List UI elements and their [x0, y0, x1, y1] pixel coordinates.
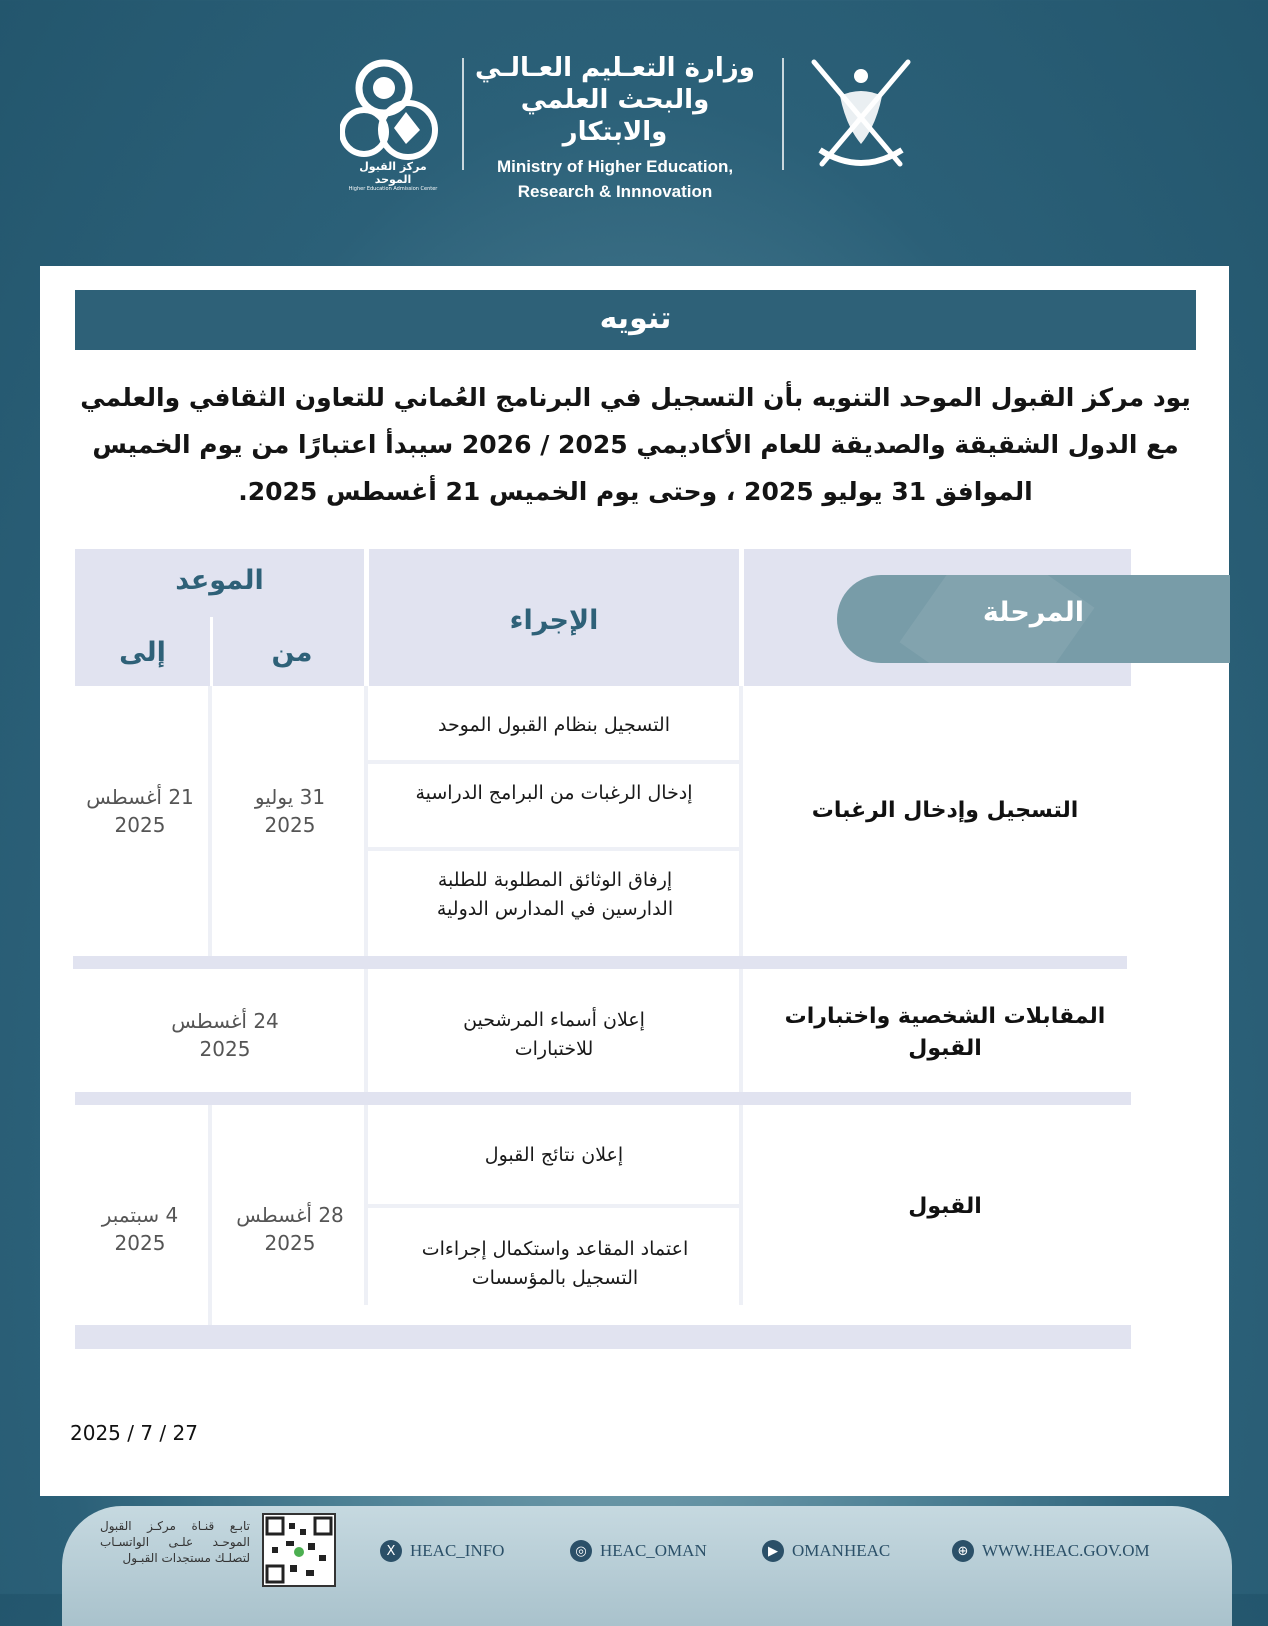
ministry-name-ar-2: والبحث العلمي والابتكار: [520, 85, 710, 147]
table-footer-band: [75, 1325, 1131, 1349]
date-to-day: 21 أغسطس: [86, 785, 194, 809]
date-admission-to-day: 4 سبتمبر: [101, 1203, 179, 1227]
social-youtube-handle: OMANHEAC: [792, 1541, 891, 1560]
ministry-name: [470, 52, 760, 204]
stage-header-pill: [837, 575, 1230, 663]
whatsapp-follow-text: تابـع قنـاة مركـز القبول الموحـد علـى الواتسـاب لتصلـك مستجدات القبـول: [100, 1519, 250, 1565]
admission-center-caption: مركز القبول الموحد Higher Education Admission Center: [348, 160, 438, 192]
grid-line: [739, 1105, 743, 1305]
from-header: من: [271, 637, 313, 668]
oman-emblem-icon: [800, 56, 922, 174]
social-website-handle: WWW.HEAC.GOV.OM: [982, 1541, 1150, 1560]
stage-header: المرحلة: [982, 597, 1085, 628]
date-from-day: 31 يوليو: [254, 785, 326, 809]
social-instagram-handle: HEAC_OMAN: [600, 1541, 707, 1560]
header-divider: [462, 58, 464, 170]
deadline-header: الموعد: [175, 565, 264, 596]
globe-icon: ⊕: [952, 1540, 974, 1562]
youtube-icon: ▶: [762, 1540, 784, 1562]
action-candidates: إعلان أسماء المرشحين للاختبارات: [463, 1009, 645, 1060]
notice-body: يود مركز القبول الموحد التنويه بأن التسجيل في البرنامج العُماني للتعاون الثقافي والعلمي مع الدول الشقيقة والصديقة للعام الأكاديمي 2025 / 2026 سيبدأ اعتبارًا من يوم الخميس الموافق 31 يوليو 2025 ، وحتى يوم الخميس 21 أغسطس 2025.: [80, 383, 1191, 506]
schedule-table: [75, 549, 1196, 1359]
qr-code-icon: [264, 1515, 334, 1585]
date-to-year: 2025: [114, 813, 166, 837]
instagram-icon: ◎: [570, 1540, 592, 1562]
action-preferences: إدخال الرغبات من البرامج الدراسية: [415, 782, 693, 804]
page-header: [0, 0, 1268, 266]
grid-line: [368, 1204, 739, 1208]
stage-registration: التسجيل وإدخال الرغبات: [811, 798, 1079, 823]
row-separator: [75, 1092, 1131, 1105]
grid-line: [208, 686, 212, 956]
action-header: الإجراء: [509, 605, 599, 636]
header-divider: [782, 58, 784, 170]
grid-line: [739, 969, 743, 1092]
row-separator: [73, 956, 1127, 969]
date-from: [220, 783, 360, 839]
date-admission-from: [220, 1201, 360, 1257]
action-confirm-seats: اعتماد المقاعد واستكمال إجراءات التسجيل بالمؤسسات: [421, 1238, 689, 1289]
stage-interviews: المقابلات الشخصية واختبارات القبول: [784, 1004, 1106, 1061]
notice-card: [40, 266, 1229, 1496]
date-admission-from-year: 2025: [264, 1231, 316, 1255]
grid-line: [208, 1105, 212, 1325]
deadline-subdivider: [210, 617, 213, 686]
social-instagram[interactable]: [570, 1540, 707, 1562]
action-results: إعلان نتائج القبول: [484, 1144, 624, 1166]
action-register: التسجيل بنظام القبول الموحد: [437, 714, 671, 736]
date-admission-to-year: 2025: [114, 1231, 166, 1255]
to-header: إلى: [119, 637, 166, 668]
date-admission-from-day: 28 أغسطس: [236, 1203, 344, 1227]
stage-admission: القبول: [908, 1194, 982, 1219]
grid-line: [368, 847, 739, 851]
social-x[interactable]: [380, 1540, 504, 1562]
social-x-handle: HEAC_INFO: [410, 1541, 505, 1560]
date-from-year: 2025: [264, 813, 316, 837]
grid-line: [368, 760, 739, 764]
date-to: [75, 783, 205, 839]
whatsapp-qr-code[interactable]: [262, 1513, 336, 1587]
grid-line: [364, 969, 368, 1092]
date-admission-to: [75, 1201, 205, 1257]
action-documents: إرفاق الوثائق المطلوبة للطلبة الدارسين في المدارس الدولية: [436, 869, 674, 920]
date-interviews: [145, 1007, 305, 1063]
ministry-name-en-1: Ministry of Higher Education,: [496, 157, 734, 176]
ministry-name-ar-1: وزارة التعـليم العـالـي: [475, 53, 755, 83]
social-website[interactable]: [952, 1540, 1150, 1562]
social-youtube[interactable]: [762, 1540, 890, 1562]
issue-date: 2025 / 7 / 27: [70, 1421, 198, 1445]
x-icon: X: [380, 1540, 402, 1562]
grid-line: [364, 686, 368, 956]
ministry-name-en-2: Research & Innnovation: [517, 182, 713, 201]
date-interviews-year: 2025: [199, 1037, 251, 1061]
notice-title: تنويه: [75, 290, 1196, 350]
date-interviews-day: 24 أغسطس: [171, 1009, 279, 1033]
grid-line: [739, 686, 743, 956]
